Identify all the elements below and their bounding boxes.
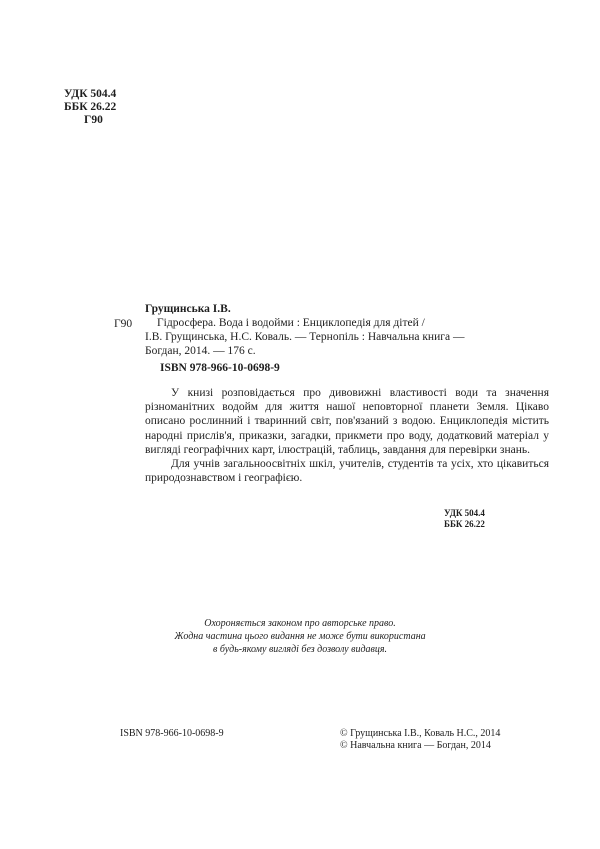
- authors-publisher-line: І.В. Грущинська, Н.С. Коваль. — Тернопіль : Навчальна книга —: [145, 331, 465, 343]
- notice-line: Охороняється законом про авторське право.: [204, 618, 396, 629]
- bibliographic-record: [145, 302, 555, 358]
- abstract-paragraph: Для учнів загальноосвітніх шкіл, учителів, студентів та усіх, хто цікавиться природознавством і географією.: [145, 458, 549, 485]
- author-name: Грущинська І.В.: [145, 303, 231, 315]
- classification-block-bottom: [444, 508, 485, 529]
- classification-block-top: [64, 88, 116, 127]
- bbk-code: ББК 26.22: [64, 101, 117, 113]
- publisher-year-line: Богдан, 2014. — 176 с.: [145, 345, 256, 357]
- udk-code: УДК 504.4: [64, 88, 117, 100]
- author-mark-side: Г90: [114, 318, 133, 330]
- copyright-notice: [150, 617, 450, 656]
- footer-isbn: ISBN 978-966-10-0698-9: [120, 728, 224, 739]
- footer-copyrights: [340, 728, 500, 752]
- author-mark: Г90: [84, 114, 103, 126]
- copyright-line: © Навчальна книга — Богдан, 2014: [340, 740, 491, 751]
- bbk-code: ББК 26.22: [444, 518, 485, 529]
- notice-line: в будь-якому вигляді без дозволу видавця.: [212, 644, 387, 655]
- copyright-line: © Грущинська І.В., Коваль Н.С., 2014: [340, 728, 501, 739]
- abstract-paragraph: У книзі розповідається про дивовижні властивості води та значення різноманітних водойм для життя нашої неповторної планети Земля. Цікаво описано рослинний і тваринний світ, пов'язаний з водою. Енциклопедія містить народні прислів'я, приказки, загадки, прикмети про воду, додатковий матеріал у вигляді географічних карт, ілюстрацій, таблиць, завдання для перевірки знань.: [145, 387, 549, 456]
- title-line: Гідросфера. Вода і водойми : Енциклопедія для дітей /: [157, 317, 425, 329]
- abstract: [145, 386, 549, 485]
- udk-code: УДК 504.4: [444, 508, 485, 518]
- notice-line: Жодна частина цього видання не може бути використана: [174, 631, 426, 642]
- isbn-bold: ISBN 978-966-10-0698-9: [160, 362, 280, 374]
